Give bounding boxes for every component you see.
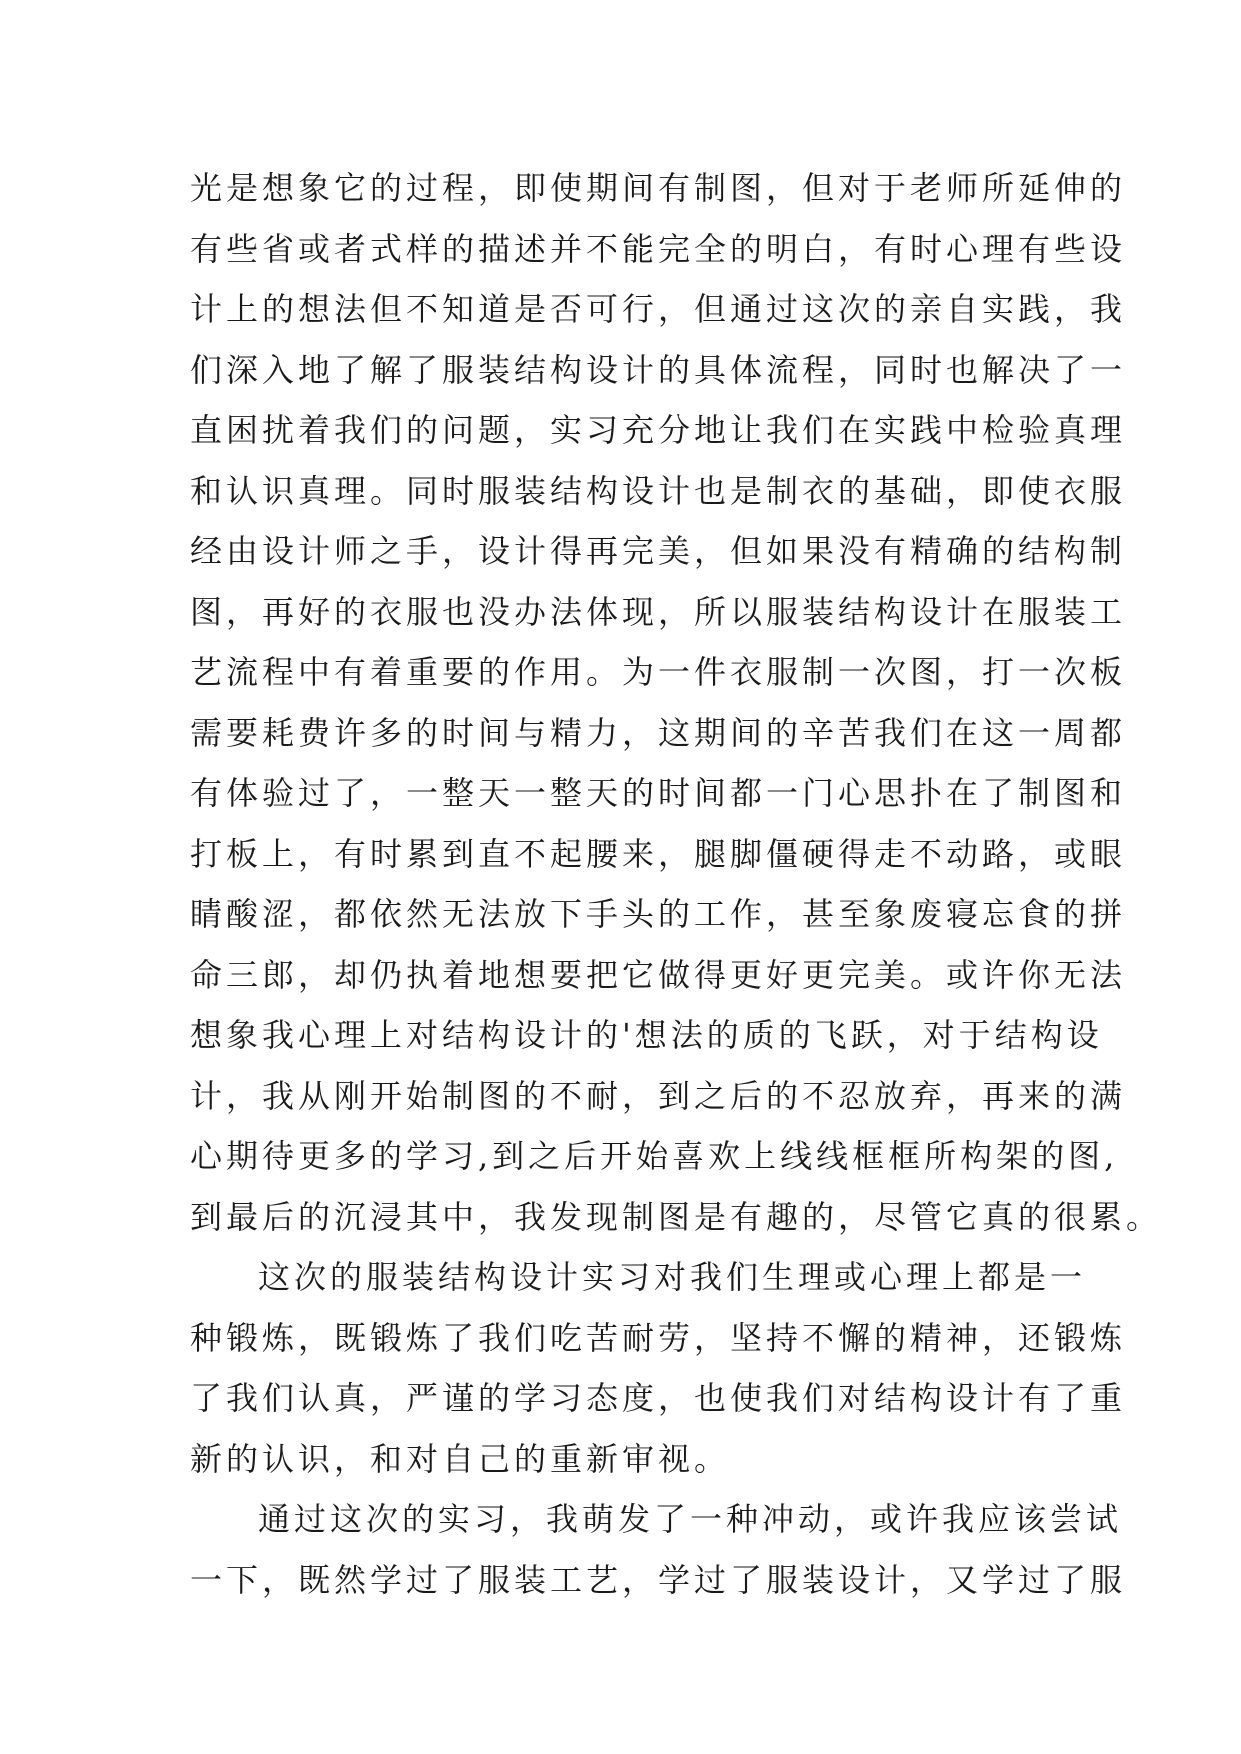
text-line: 这次的服装结构设计实习对我们生理或心理上都是一 [258,1258,1087,1296]
text-line: 心期待更多的学习,到之后开始喜欢上线线框框所构架的图, [190,1137,1119,1175]
text-line: 计上的想法但不知道是否可行，但通过这次的亲自实践，我 [190,290,1127,328]
paragraph-2 [190,1247,1127,1489]
text-line: 睛酸涩，都依然无法放下手头的工作，甚至象废寝忘食的拼 [190,895,1127,933]
text-line: 种锻炼，既锻炼了我们吃苦耐劳，坚持不懈的精神，还锻炼 [190,1318,1127,1357]
text-line: 命三郎，却仍执着地想要把它做得更好更完美。或许你无法 [190,955,1127,994]
text-line: 一下，既然学过了服装工艺，学过了服装设计，又学过了服 [190,1560,1127,1599]
text-line: 和认识真理。同时服装结构设计也是制衣的基础，即使衣服 [190,471,1127,510]
text-line: 计，我从刚开始制图的不耐，到之后的不忍放弃，再来的满 [190,1076,1127,1115]
text-line: 有体验过了，一整天一整天的时间都一门心思扑在了制图和 [190,774,1127,812]
text-line: 们深入地了解了服装结构设计的具体流程，同时也解决了一 [190,350,1127,389]
text-line: 直困扰着我们的问题，实习充分地让我们在实践中检验真理 [190,411,1127,449]
text-line: 图，再好的衣服也没办法体现，所以服装结构设计在服装工 [190,592,1127,631]
text-line: 有些省或者式样的描述并不能完全的明白，有时心理有些设 [190,229,1127,268]
paragraph-3 [190,1489,1127,1610]
text-line: 需要耗费许多的时间与精力，这期间的辛苦我们在这一周都 [190,713,1127,752]
text-line: 新的认识，和对自己的重新审视。 [190,1439,731,1478]
text-line: 打板上，有时累到直不起腰来，腿脚僵硬得走不动路，或眼 [190,834,1127,873]
text-line: 经由设计师之手，设计得再完美，但如果没有精确的结构制 [190,532,1127,570]
text-line: 想象我心理上对结构设计的'想法的质的飞跃，对于结构设 [190,1016,1103,1054]
text-line: 通过这次的实习，我萌发了一种冲动，或许我应该尝试 [258,1500,1123,1538]
text-line: 到最后的沉浸其中，我发现制图是有趣的，尽管它真的很累。 [190,1197,1163,1236]
paragraph-1 [190,158,1163,1247]
document-body [190,158,1163,1610]
text-line: 了我们认真，严谨的学习态度，也使我们对结构设计有了重 [190,1379,1127,1417]
text-line: 艺流程中有着重要的作用。为一件衣服制一次图，打一次板 [190,653,1127,691]
text-line: 光是想象它的过程，即使期间有制图，但对于老师所延伸的 [190,169,1127,207]
